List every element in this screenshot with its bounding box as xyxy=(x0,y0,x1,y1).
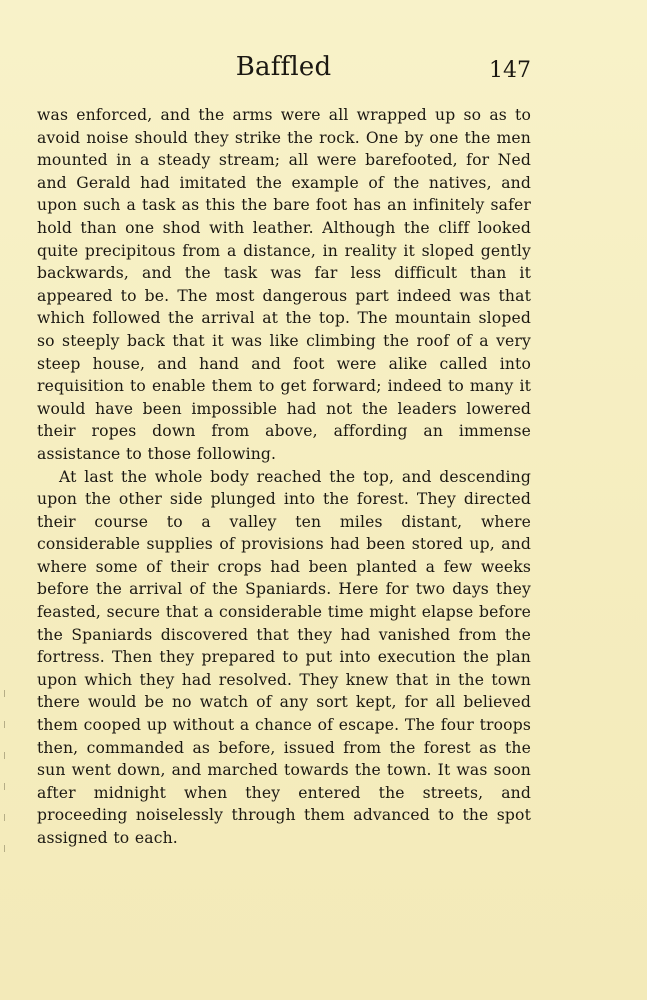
margin-mark xyxy=(4,721,5,728)
paragraph: At last the whole body reached the top, and descending upon the other side plunged into the forest. They directed their course to a valley ten miles distant, where considerable supplies of provisions had been stored up, and where some of their crops had been planted a few weeks before the arrival of the Spaniards. Here for two days they feasted, secure that a considerable time might elapse before the Spaniards discovered that they had vanished from the fortress. Then they prepared to put into execution the plan upon which they had resolved. They knew that in the town there would be no watch of any sort kept, for all believed them cooped up without a chance of escape. The four troops then, commanded as before, issued from the forest as the sun went down, and marched towards the town. It was soon after midnight when they entered the streets, and proceeding noiselessly through them advanced to the spot assigned to each. xyxy=(37,467,531,847)
margin-mark xyxy=(4,845,5,852)
margin-mark xyxy=(4,690,5,697)
page-number: 147 xyxy=(489,58,531,83)
margin-marks xyxy=(4,690,8,860)
margin-mark xyxy=(4,814,5,821)
margin-mark xyxy=(4,783,5,790)
margin-mark xyxy=(4,752,5,759)
body-text xyxy=(37,104,531,850)
page-header xyxy=(0,52,647,92)
running-title: Baffled xyxy=(235,52,332,82)
paragraph-continuation: was enforced, and the arms were all wrapped up so as to avoid noise should they strike the rock. One by one the men mounted in a steady stream; all were barefooted, for Ned and Gerald had imitated the example of the natives, and upon such a task as this the bare foot has an infinitely safer hold than one shod with leather. Although the cliff looked quite precipitous from a distance, in reality it sloped gently backwards, and the task was far less difficult than it appeared to be. The most dangerous part indeed was that which followed the arrival at the top. The mountain sloped so steeply back that it was like climbing the roof of a very steep house, and hand and foot were alike called into requisition to enable them to get forward; indeed to many it would have been impossible had not the leaders lowered their ropes down from above, affording an immense assistance to those following. xyxy=(37,106,531,463)
